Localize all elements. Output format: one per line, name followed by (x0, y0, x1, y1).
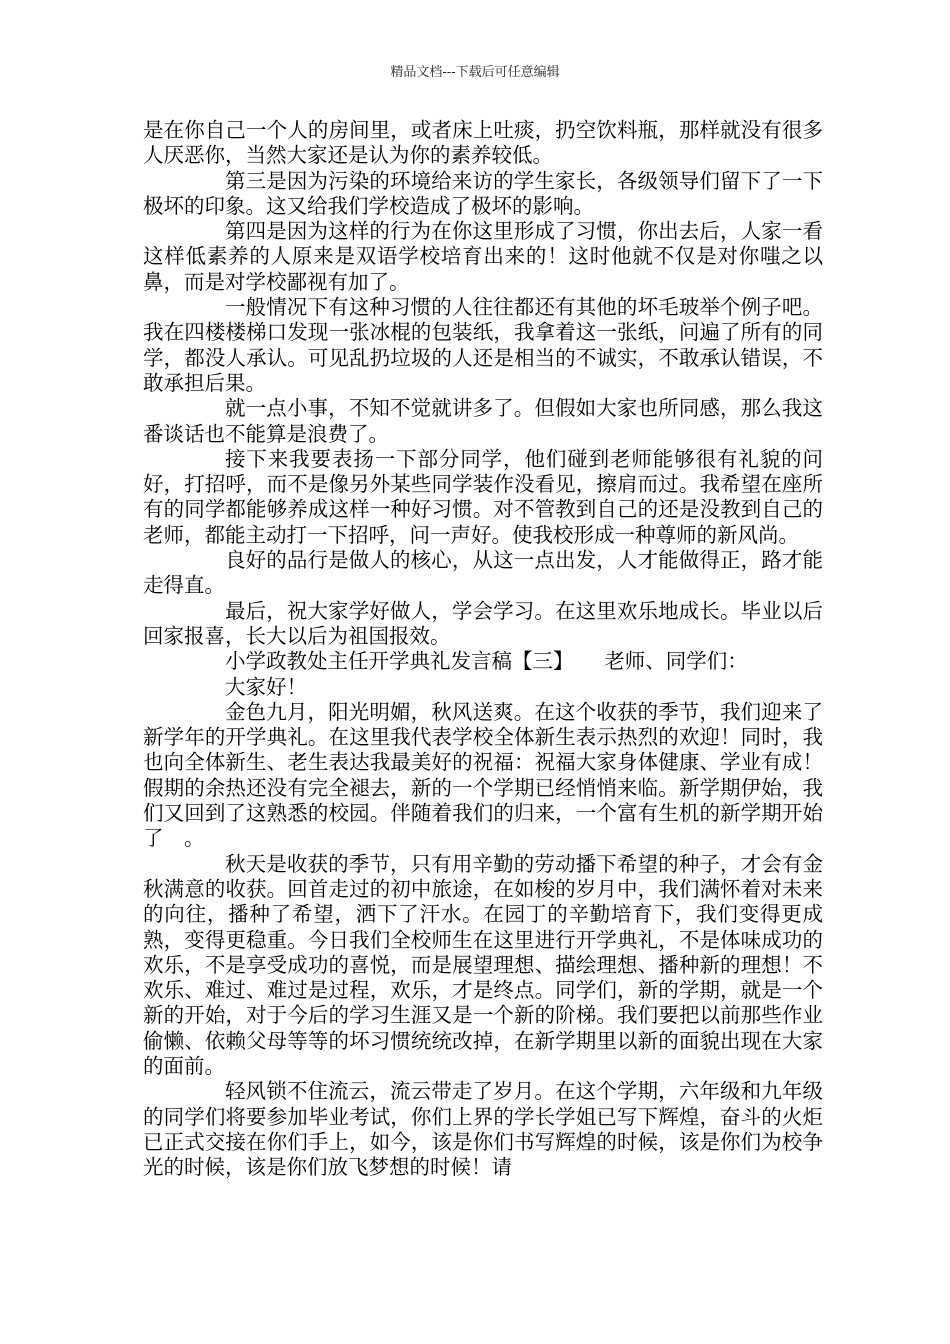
paragraph: 接下来我要表扬一下部分同学，他们碰到老师能够很有礼貌的问好，打招呼，而不是像另外某些同学装作没看见，擦肩而过。我希望在座所有的同学都能够养成这样一种好习惯。对不管教到自己的还是没教到自己的老师，都能主动打一下招呼，问一声好。使我校形成一种尊师的新风尚。 (143, 446, 823, 547)
paragraph: 金色九月，阳光明媚，秋风送爽。在这个收获的季节，我们迎来了新学年的开学典礼。在这里我代表学校全体新生表示热烈的欢迎！同时，我也向全体新生、老生表达我最美好的祝福：祝福大家身体健康、学业有成！ 假期的余热还没有完全褪去，新的一个学期已经悄悄来临。新学期伊始，我们又回到了这熟悉的校园。伴随着我们的归来，一个富有生机的新学期开始了 。 (143, 699, 864, 851)
paragraph: 就一点小事，不知不觉就讲多了。但假如大家也所同感，那么我这番谈话也不能算是浪费了。 (143, 396, 823, 446)
paragraph: 最后，祝大家学好做人，学会学习。在这里欢乐地成长。毕业以后回家报喜，长大以后为祖国报效。 (143, 598, 823, 648)
paragraph: 轻风锁不住流云，流云带走了岁月。在这个学期，六年级和九年级的同学们将要参加毕业考试，你们上界的学长学姐已写下辉煌，奋斗的火炬已正式交接在你们手上，如今，该是你们书写辉煌的时候，该是你们为校争光的时候，该是你们放飞梦想的时候！请 (143, 1079, 823, 1180)
paragraph: 是在你自己一个人的房间里，或者床上吐痰，扔空饮料瓶，那样就没有很多人厌恶你，当然大家还是认为你的素养较低。 (143, 118, 823, 168)
paragraph: 良好的品行是做人的核心，从这一点出发，人才能做得正，路才能走得直。 (143, 548, 823, 598)
document-body (143, 118, 864, 1180)
paragraph: 第三是因为污染的环境给来访的学生家长，各级领导们留下了一下极坏的印象。这又给我们学校造成了极坏的影响。 (143, 168, 823, 218)
paragraph: 秋天是收获的季节，只有用辛勤的劳动播下希望的种子，才会有金秋满意的收获。回首走过的初中旅途，在如梭的岁月中，我们满怀着对未来的向往，播种了希望，洒下了汗水。在园丁的辛勤培育下，我们变得更成熟，变得更稳重。今日我们全校师生在这里进行开学典礼，不是体味成功的欢乐，不是享受成功的喜悦，而是展望理想、描绘理想、播种新的理想！不欢乐、难过、难过是过程，欢乐，才是终点。同学们，新的学期，就是一个新的开始，对于今后的学习生涯又是一个新的阶梯。我们要把以前那些作业偷懒、依赖父母等等的坏习惯统统改掉，在新学期里以新的面貌出现在大家的面前。 (143, 851, 823, 1078)
page-header: 精品文档---下载后可任意编辑 (390, 65, 560, 80)
section-heading: 小学政教处主任开学典礼发言稿【三】 老师、同学们： (225, 649, 748, 674)
greeting: 大家好！ (225, 674, 307, 699)
paragraph: 第四是因为这样的行为在你这里形成了习惯，你出去后，人家一看这样低素养的人原来是双语学校培育出来的！这时他就不仅是对你嗤之以鼻，而是对学校鄙视有加了。 (143, 219, 823, 294)
paragraph: 一般情况下有这种习惯的人往往都还有其他的坏毛玻举个例子吧。我在四楼楼梯口发现一张冰棍的包装纸，我拿着这一张纸，问遍了所有的同学，都没人承认。可见乱扔垃圾的人还是相当的不诚实，不敢承认错误，不敢承担后果。 (143, 295, 823, 395)
